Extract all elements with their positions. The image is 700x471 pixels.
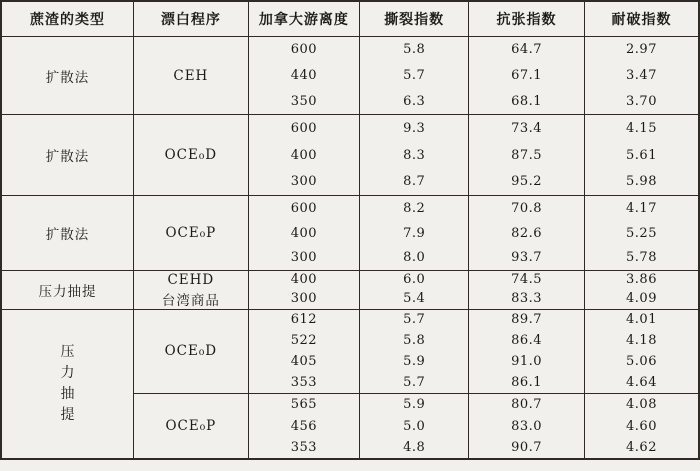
cell-tensile-index: 74.5 — [469, 271, 585, 289]
cell-bleach-sequence: OCE₀P — [134, 393, 248, 459]
cell-freeness: 300 — [248, 289, 360, 310]
cell-tear-index: 5.4 — [360, 289, 469, 310]
cell-tensile-index: 70.8 — [469, 196, 585, 221]
header-row — [1, 1, 699, 37]
cell-bagasse-type: 压力抽提 — [1, 271, 134, 310]
cell-bagasse-type: 扩散法 — [1, 37, 134, 115]
cell-freeness: 612 — [248, 309, 360, 330]
table-row — [1, 115, 699, 142]
cell-freeness: 400 — [248, 221, 360, 246]
table-row — [1, 309, 699, 330]
cell-tear-index: 5.0 — [360, 415, 469, 437]
cell-tensile-index: 83.0 — [469, 415, 585, 437]
cell-tear-index: 7.9 — [360, 221, 469, 246]
cell-tear-index: 8.0 — [360, 246, 469, 271]
cell-tear-index: 8.7 — [360, 169, 469, 196]
cell-burst-index: 4.08 — [584, 393, 699, 415]
cell-tear-index: 6.3 — [360, 89, 469, 115]
cell-bagasse-type: 扩散法 — [1, 115, 134, 196]
cell-burst-index: 4.62 — [584, 437, 699, 459]
column-header-bleach-sequence: 漂白程序 — [134, 1, 248, 37]
cell-freeness: 350 — [248, 89, 360, 115]
cell-freeness: 456 — [248, 415, 360, 437]
column-header-bagasse-type: 蔗渣的类型 — [1, 1, 134, 37]
cell-freeness: 522 — [248, 330, 360, 351]
cell-tensile-index: 83.3 — [469, 289, 585, 310]
cell-freeness: 300 — [248, 246, 360, 271]
column-header-tensile-index: 抗张指数 — [469, 1, 585, 37]
cell-burst-index: 2.97 — [584, 37, 699, 63]
cell-bagasse-type — [1, 309, 134, 459]
cell-freeness: 400 — [248, 271, 360, 289]
cell-tear-index: 8.3 — [360, 142, 469, 169]
table-row — [1, 37, 699, 63]
cell-tensile-index: 68.1 — [469, 89, 585, 115]
cell-tear-index: 9.3 — [360, 115, 469, 142]
table-row — [1, 271, 699, 289]
vertical-type-label: 压力抽提 — [60, 343, 75, 423]
cell-burst-index: 4.17 — [584, 196, 699, 221]
cell-tensile-index: 73.4 — [469, 115, 585, 142]
cell-bleach-sequence: CEH — [134, 37, 248, 115]
cell-freeness: 300 — [248, 169, 360, 196]
cell-tensile-index: 86.4 — [469, 330, 585, 351]
cell-bleach-sequence: CEHD — [134, 271, 248, 289]
cell-burst-index: 4.01 — [584, 309, 699, 330]
column-header-burst-index: 耐破指数 — [584, 1, 699, 37]
cell-burst-index: 5.78 — [584, 246, 699, 271]
cell-burst-index: 3.47 — [584, 63, 699, 89]
cell-tear-index: 5.7 — [360, 63, 469, 89]
cell-freeness: 405 — [248, 351, 360, 372]
cell-freeness: 400 — [248, 142, 360, 169]
cell-burst-index: 4.09 — [584, 289, 699, 310]
cell-burst-index: 4.60 — [584, 415, 699, 437]
cell-tensile-index: 86.1 — [469, 372, 585, 393]
cell-tear-index: 4.8 — [360, 437, 469, 459]
cell-burst-index: 4.15 — [584, 115, 699, 142]
cell-burst-index: 5.61 — [584, 142, 699, 169]
cell-burst-index: 4.18 — [584, 330, 699, 351]
cell-freeness: 440 — [248, 63, 360, 89]
cell-tensile-index: 80.7 — [469, 393, 585, 415]
cell-tear-index: 5.9 — [360, 351, 469, 372]
table-row — [1, 196, 699, 221]
cell-burst-index: 5.98 — [584, 169, 699, 196]
cell-bleach-sequence: OCE₀P — [134, 196, 248, 271]
cell-tensile-index: 67.1 — [469, 63, 585, 89]
cell-tensile-index: 93.7 — [469, 246, 585, 271]
cell-freeness: 600 — [248, 37, 360, 63]
column-header-canadian-freeness: 加拿大游离度 — [248, 1, 360, 37]
cell-tensile-index: 90.7 — [469, 437, 585, 459]
cell-burst-index: 5.06 — [584, 351, 699, 372]
cell-tensile-index: 89.7 — [469, 309, 585, 330]
cell-tear-index: 6.0 — [360, 271, 469, 289]
cell-tear-index: 5.8 — [360, 37, 469, 63]
cell-bleach-sequence: OCE₀D — [134, 115, 248, 196]
cell-burst-index: 3.86 — [584, 271, 699, 289]
cell-bagasse-type: 扩散法 — [1, 196, 134, 271]
column-header-tear-index: 撕裂指数 — [360, 1, 469, 37]
cell-burst-index: 4.64 — [584, 372, 699, 393]
cell-tear-index: 5.9 — [360, 393, 469, 415]
cell-tear-index: 5.7 — [360, 372, 469, 393]
cell-tear-index: 5.8 — [360, 330, 469, 351]
cell-tear-index: 8.2 — [360, 196, 469, 221]
cell-tensile-index: 82.6 — [469, 221, 585, 246]
cell-bleach-sequence: 台湾商品 — [134, 289, 248, 310]
cell-freeness: 600 — [248, 196, 360, 221]
cell-freeness: 353 — [248, 437, 360, 459]
cell-freeness: 565 — [248, 393, 360, 415]
cell-freeness: 353 — [248, 372, 360, 393]
cell-burst-index: 5.25 — [584, 221, 699, 246]
cell-tear-index: 5.7 — [360, 309, 469, 330]
cell-bleach-sequence: OCE₀D — [134, 309, 248, 393]
cell-burst-index: 3.70 — [584, 89, 699, 115]
cell-tensile-index: 64.7 — [469, 37, 585, 63]
cell-freeness: 600 — [248, 115, 360, 142]
cell-tensile-index: 87.5 — [469, 142, 585, 169]
cell-tensile-index: 91.0 — [469, 351, 585, 372]
cell-tensile-index: 95.2 — [469, 169, 585, 196]
